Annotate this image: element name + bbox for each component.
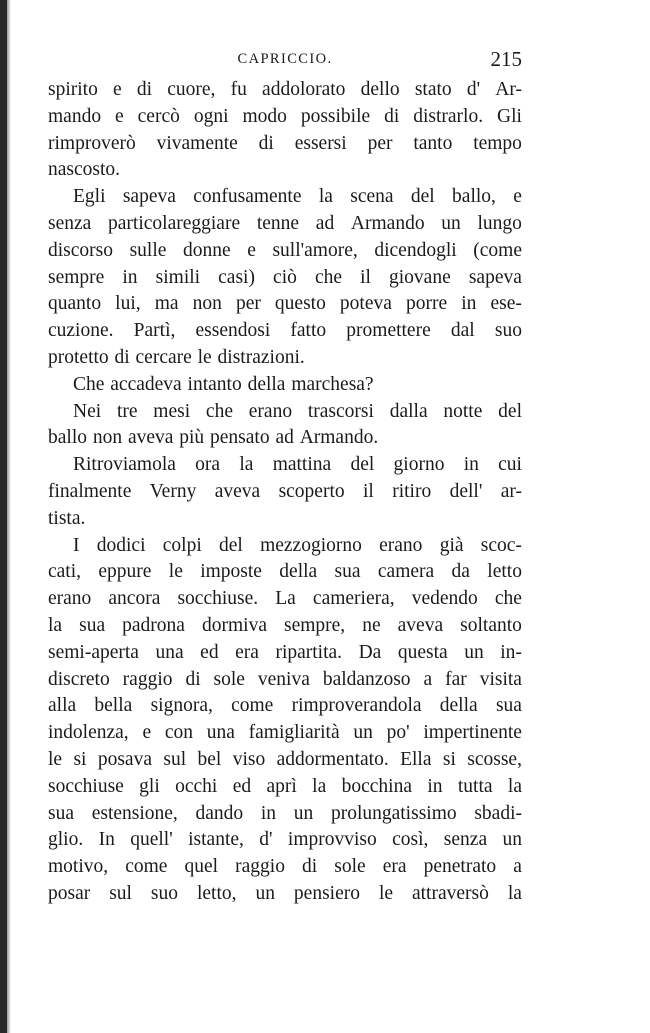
word: erano <box>379 534 423 556</box>
word: mattina <box>272 454 332 476</box>
word: che <box>314 266 343 288</box>
word: che <box>494 588 522 610</box>
text-line <box>48 345 522 372</box>
word: un <box>353 722 373 744</box>
word: sua <box>79 614 106 636</box>
word: e <box>115 105 124 127</box>
word: Che <box>73 373 105 395</box>
text-line <box>48 774 522 801</box>
word: sempre, <box>284 614 346 636</box>
word: a <box>513 856 522 878</box>
word: dicendogli <box>374 239 457 261</box>
word: così, <box>392 829 429 851</box>
word: sole <box>334 856 366 878</box>
word: le <box>378 882 394 904</box>
word: dormiva <box>201 614 267 636</box>
text-line <box>48 211 522 238</box>
word: e <box>513 186 522 208</box>
word: della <box>279 561 318 583</box>
word: tista. <box>48 507 86 529</box>
chapter-title: CAPRICCIO. <box>237 51 333 67</box>
word: Ritroviamola <box>73 454 176 476</box>
word: le <box>48 748 63 770</box>
word: ad <box>315 212 335 234</box>
word: si <box>442 748 456 770</box>
word: occhi <box>175 775 218 797</box>
word: cati, <box>48 561 82 583</box>
word: ballo <box>48 427 87 449</box>
word: di <box>258 132 274 154</box>
word: po' <box>386 722 410 744</box>
word: quel <box>184 856 219 878</box>
word: la <box>239 454 254 476</box>
word: ma <box>154 293 179 315</box>
word: Da <box>358 641 382 663</box>
word: quanto <box>48 293 102 315</box>
word: protetto <box>48 346 109 368</box>
word: dodici <box>96 534 146 556</box>
text-line <box>48 506 522 533</box>
word: vedendo <box>411 588 478 610</box>
word: accadeva <box>110 373 182 395</box>
word: del <box>219 534 243 556</box>
word: essersi <box>294 132 347 154</box>
word: discorso <box>48 239 113 261</box>
word: impertinente <box>423 722 522 744</box>
word: di <box>185 668 201 690</box>
word: ed <box>200 641 219 663</box>
word: rimproverandola <box>291 695 422 717</box>
word: nascosto. <box>48 159 121 181</box>
word: non <box>92 427 123 449</box>
word: il <box>363 480 374 502</box>
word: improvviso <box>287 829 377 851</box>
word: del <box>410 186 435 208</box>
word: simili <box>155 266 201 288</box>
word: indolenza, <box>48 722 129 744</box>
word: padrona <box>122 614 185 636</box>
word: porre <box>405 293 448 315</box>
word: senza <box>48 212 92 234</box>
word: per <box>235 293 261 315</box>
word: stato <box>414 79 452 100</box>
word: Nei <box>73 400 102 422</box>
word: colpi <box>162 534 202 556</box>
word: ar- <box>500 480 522 502</box>
word: sua <box>495 695 522 717</box>
word: letto <box>487 561 522 583</box>
word: dal <box>450 320 475 342</box>
word: socchiuse <box>48 775 124 797</box>
word: si <box>73 748 87 770</box>
word: per <box>367 132 393 154</box>
word: casi) <box>218 266 255 288</box>
word: sapeva <box>122 186 176 208</box>
word: sbadi- <box>474 802 522 824</box>
text-line <box>48 238 522 265</box>
word: soltanto <box>460 614 522 636</box>
word: un <box>441 212 461 234</box>
word: sapeva <box>468 266 522 288</box>
page-number: 215 <box>490 47 522 71</box>
word: in <box>427 775 443 797</box>
word: la <box>318 186 333 208</box>
word: confusamente <box>193 186 302 208</box>
word: sole <box>213 668 245 690</box>
text-line <box>48 667 522 694</box>
word: far <box>445 668 467 690</box>
word: come <box>125 856 168 878</box>
word: cercò <box>137 105 180 127</box>
word: particolareggiare <box>108 212 241 234</box>
body-text <box>48 77 522 908</box>
text-line <box>48 452 522 479</box>
word: distrarlo. <box>413 105 484 127</box>
word: signora, <box>150 695 213 717</box>
word: sua <box>334 561 361 583</box>
word: fatto <box>290 320 327 342</box>
text-line <box>48 720 522 747</box>
word: trascorsi <box>307 400 374 422</box>
word: tre <box>116 400 138 422</box>
word: lungo <box>477 212 522 234</box>
word: Gli <box>497 105 522 127</box>
word: in <box>260 802 277 824</box>
word: con <box>164 722 193 744</box>
word: scena <box>350 186 394 208</box>
word: e <box>113 79 122 100</box>
word: e <box>247 239 256 261</box>
word: ese- <box>490 293 522 315</box>
text-line <box>48 77 522 104</box>
word: scosse, <box>467 748 522 770</box>
word: scoperto <box>278 480 345 502</box>
word: dalla <box>389 400 428 422</box>
text-line <box>48 265 522 292</box>
word: spirito <box>48 79 98 100</box>
word: del <box>498 400 522 422</box>
word: d' <box>466 79 481 100</box>
word: pensato <box>210 427 270 449</box>
word: estensione, <box>91 802 178 824</box>
running-head <box>48 47 522 73</box>
word: giorno <box>393 454 445 476</box>
word: alla <box>48 695 77 717</box>
word: tutta <box>457 775 493 797</box>
word: penetrato <box>423 856 497 878</box>
word: aveva <box>397 614 444 636</box>
text-line <box>48 291 522 318</box>
word: dando <box>195 802 244 824</box>
word: in <box>122 266 138 288</box>
word: del <box>350 454 375 476</box>
word: ripartita. <box>275 641 343 663</box>
text-line <box>48 747 522 774</box>
word: dello <box>360 79 400 100</box>
word: ancora <box>108 588 161 610</box>
word: bocchina <box>341 775 412 797</box>
word: senza <box>443 829 488 851</box>
word: in <box>463 454 479 476</box>
word: intanto <box>187 373 242 395</box>
word: un <box>293 802 314 824</box>
word: socchiuse. <box>177 588 259 610</box>
word: da <box>451 561 470 583</box>
word: un <box>255 882 275 904</box>
text-line <box>48 881 522 908</box>
word: ogni <box>193 105 229 127</box>
word: cuore, <box>167 79 216 100</box>
word: baldanzoso <box>322 668 411 690</box>
word: gli <box>139 775 160 797</box>
word: Egli <box>73 186 106 208</box>
text-line <box>48 372 522 399</box>
word: donne <box>183 239 231 261</box>
word: la <box>507 775 522 797</box>
word: questa <box>397 641 448 663</box>
word: cuzione. <box>48 320 114 342</box>
word: tempo <box>473 132 522 154</box>
word: finalmente <box>48 480 132 502</box>
word: cui <box>498 454 522 476</box>
word: le <box>168 561 183 583</box>
text-line <box>48 827 522 854</box>
word: sua <box>48 802 74 824</box>
word: della <box>247 373 286 395</box>
text-line <box>48 613 522 640</box>
word: sull'amore, <box>272 239 358 261</box>
text-line <box>48 399 522 426</box>
word: visita <box>479 668 522 690</box>
word: aveva <box>214 480 261 502</box>
word: in <box>461 293 477 315</box>
word: addormentato. <box>276 748 389 770</box>
text-line <box>48 318 522 345</box>
word: aprì <box>266 775 297 797</box>
word: discreto <box>48 668 110 690</box>
word: istante, <box>188 829 244 851</box>
word: di <box>136 79 153 100</box>
word: già <box>439 534 464 556</box>
word: Verny <box>149 480 197 502</box>
word: raggio <box>235 856 285 878</box>
text-line <box>48 854 522 881</box>
word: veniva <box>257 668 310 690</box>
word: famigliarità <box>248 722 340 744</box>
text-line <box>48 640 522 667</box>
text-line <box>48 479 522 506</box>
word: Armando. <box>299 427 379 449</box>
text-line <box>48 425 522 452</box>
word: sul <box>163 748 187 770</box>
word: più <box>179 427 205 449</box>
word: cameriera, <box>312 588 395 610</box>
word: motivo, <box>48 856 109 878</box>
word: mando <box>48 105 102 127</box>
word: la <box>48 614 63 636</box>
word: non <box>192 293 222 315</box>
word: di <box>302 856 318 878</box>
word: poteva <box>339 293 392 315</box>
word: raggio <box>122 668 173 690</box>
text-line <box>48 131 522 158</box>
word: addolorato <box>262 79 346 100</box>
word: modo <box>242 105 287 127</box>
word: ritiro <box>392 480 432 502</box>
text-line <box>48 801 522 828</box>
page-edge-gradient <box>7 0 11 1033</box>
text-line <box>48 693 522 720</box>
text-line <box>48 184 522 211</box>
word: Ella <box>400 748 432 770</box>
word: ballo, <box>452 186 496 208</box>
word: imposte <box>200 561 262 583</box>
word: posar <box>48 882 91 904</box>
word: prolungatissimo <box>330 802 457 824</box>
word: Ar- <box>495 79 522 100</box>
word: ora <box>195 454 221 476</box>
word: come <box>231 695 274 717</box>
word: la <box>507 882 522 904</box>
word: Armando <box>350 212 425 234</box>
word: il <box>360 266 371 288</box>
word: mesi <box>153 400 191 422</box>
word: pensiero <box>293 882 360 904</box>
word: suo <box>494 320 522 342</box>
word: semi-aperta <box>48 641 139 663</box>
word: bel <box>197 748 222 770</box>
word: marchesa? <box>291 373 374 395</box>
word: un <box>502 829 522 851</box>
word: d' <box>259 829 273 851</box>
word: aveva <box>127 427 174 449</box>
text-line <box>48 533 522 560</box>
word: giovane <box>389 266 451 288</box>
word: ed <box>232 775 252 797</box>
word: notte <box>443 400 483 422</box>
word: una <box>155 641 184 663</box>
word: ad <box>275 427 294 449</box>
word: vivamente <box>156 132 238 154</box>
word: posava <box>97 748 152 770</box>
word: di <box>384 105 400 127</box>
word: in- <box>500 641 522 663</box>
word: erano <box>48 588 92 610</box>
word: rimproverò <box>48 132 136 154</box>
word: che <box>205 400 233 422</box>
word: sempre <box>48 266 105 288</box>
text-line <box>48 586 522 613</box>
word: Partì, <box>133 320 176 342</box>
word: cercare <box>135 346 192 368</box>
word: bella <box>94 695 133 717</box>
word: la <box>312 775 327 797</box>
word: distrazioni. <box>217 346 305 368</box>
word: era <box>382 856 407 878</box>
word: questo <box>274 293 326 315</box>
word: tenne <box>256 212 300 234</box>
word: viso <box>232 748 266 770</box>
word: (come <box>473 239 522 261</box>
word: di <box>114 346 130 368</box>
word: ciò <box>273 266 297 288</box>
page-edge-shadow <box>0 0 7 1033</box>
word: un <box>464 641 484 663</box>
word: e <box>142 722 152 744</box>
word: dell' <box>449 480 483 502</box>
word: sulle <box>129 239 167 261</box>
word: I <box>73 534 80 556</box>
word: attraversò <box>411 882 489 904</box>
text-line <box>48 559 522 586</box>
word: glio. <box>48 829 84 851</box>
word: fu <box>230 79 247 100</box>
word: sul <box>109 882 132 904</box>
word: mezzogiorno <box>260 534 362 556</box>
word: La <box>275 588 296 610</box>
word: letto, <box>196 882 237 904</box>
word: scoc- <box>480 534 522 556</box>
word: In <box>98 829 115 851</box>
word: della <box>439 695 478 717</box>
text-line <box>48 104 522 131</box>
word: essendosi <box>195 320 271 342</box>
word: tanto <box>413 132 453 154</box>
word: una <box>206 722 235 744</box>
word: suo <box>150 882 179 904</box>
word: era <box>235 641 259 663</box>
word: ne <box>362 614 381 636</box>
word: le <box>197 346 212 368</box>
word: possibile <box>300 105 371 127</box>
word: quell' <box>130 829 173 851</box>
word: erano <box>248 400 293 422</box>
word: camera <box>377 561 435 583</box>
word: lui, <box>115 293 141 315</box>
text-line <box>48 157 522 184</box>
word: a <box>423 668 433 690</box>
word: promettere <box>346 320 431 342</box>
word: eppure <box>98 561 152 583</box>
